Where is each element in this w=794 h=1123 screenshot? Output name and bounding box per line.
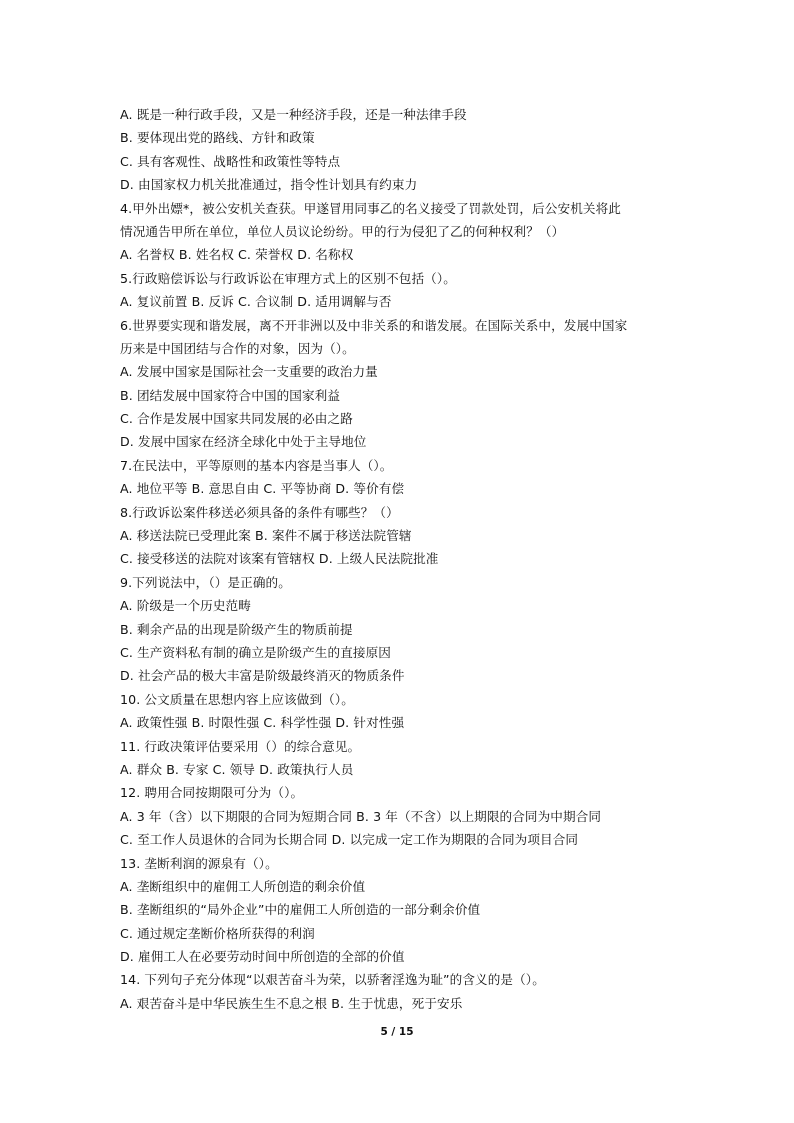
text-line: C. 具有客观性、战略性和政策性等特点 <box>120 153 341 169</box>
text-line: A. 地位平等 B. 意思自由 C. 平等协商 D. 等价有偿 <box>120 481 405 497</box>
question-5: 5.行政赔偿诉讼与行政诉讼在审理方式上的区别不包括（）。 <box>120 270 456 286</box>
text-line: C. 至工作人员退休的合同为长期合同 D. 以完成一定工作为期限的合同为项目合同 <box>120 832 579 848</box>
page-body <box>120 103 680 1015</box>
text-line: D. 由国家权力机关批准通过，指令性计划具有约束力 <box>120 177 418 193</box>
question-4: 4.甲外出嫖*，被公安机关查获。甲遂冒用同事乙的名义接受了罚款处罚，后公安机关将此 <box>120 200 621 216</box>
text-line: A. 3 年（含）以下期限的合同为短期合同 B. 3 年（不含）以上期限的合同为中期合同 <box>120 808 602 824</box>
text-line: B. 要体现出党的路线、方针和政策 <box>120 130 315 146</box>
text-line: 情况通告甲所在单位，单位人员议论纷纷。甲的行为侵犯了乙的何种权利？（） <box>120 223 565 239</box>
question-6: 6.世界要实现和谐发展，离不开非洲以及中非关系的和谐发展。在国际关系中，发展中国家 <box>120 317 628 333</box>
text-line: D. 发展中国家在经济全球化中处于主导地位 <box>120 434 367 450</box>
text-line: C. 生产资料私有制的确立是阶级产生的直接原因 <box>120 644 391 660</box>
text-line: A. 群众 B. 专家 C. 领导 D. 政策执行人员 <box>120 761 354 777</box>
text-line: B. 剩余产品的出现是阶级产生的物质前提 <box>120 621 353 637</box>
text-line: A. 复议前置 B. 反诉 C. 合议制 D. 适用调解与否 <box>120 294 392 310</box>
text-line: C. 通过规定垄断价格所获得的利润 <box>120 925 315 941</box>
text-line: C. 接受移送的法院对该案有管辖权 D. 上级人民法院批准 <box>120 551 439 567</box>
question-12: 12. 聘用合同按期限可分为（）。 <box>120 785 304 801</box>
text-line: D. 社会产品的极大丰富是阶级最终消灭的物质条件 <box>120 668 405 684</box>
question-9: 9.下列说法中，（）是正确的。 <box>120 574 291 590</box>
question-8: 8.行政诉讼案件移送必须具备的条件有哪些？（） <box>120 504 399 520</box>
question-13: 13. 垄断利润的源泉有（）。 <box>120 855 278 871</box>
text-line: C. 合作是发展中国家共同发展的必由之路 <box>120 411 353 427</box>
text-line: B. 垄断组织的“局外企业”中的雇佣工人所创造的一部分剩余价值 <box>120 902 481 918</box>
text-line: 历来是中国团结与合作的对象，因为（）。 <box>120 340 355 356</box>
question-14: 14. 下列句子充分体现“以艰苦奋斗为荣，以骄奢淫逸为耻”的含义的是（）。 <box>120 972 545 988</box>
question-10: 10. 公文质量在思想内容上应该做到（）。 <box>120 691 354 707</box>
text-line: A. 发展中国家是国际社会一支重要的政治力量 <box>120 364 378 380</box>
text-line: A. 名誉权 B. 姓名权 C. 荣誉权 D. 名称权 <box>120 247 354 263</box>
question-7: 7.在民法中，平等原则的基本内容是当事人（）。 <box>120 457 393 473</box>
page-number: 5 / 15 <box>380 1026 414 1038</box>
text-line: D. 雇佣工人在必要劳动时间中所创造的全部的价值 <box>120 949 405 965</box>
text-line: A. 艰苦奋斗是中华民族生生不息之根 B. 生于忧患，死于安乐 <box>120 995 463 1011</box>
text-line: A. 垄断组织中的雇佣工人所创造的剩余价值 <box>120 878 366 894</box>
text-line: A. 移送法院已受理此案 B. 案件不属于移送法院管辖 <box>120 528 412 544</box>
text-line: B. 团结发展中国家符合中国的国家利益 <box>120 387 341 403</box>
question-11: 11. 行政决策评估要采用（）的综合意见。 <box>120 738 361 754</box>
text-line: A. 阶级是一个历史范畴 <box>120 598 251 614</box>
text-line: A. 既是一种行政手段，又是一种经济手段，还是一种法律手段 <box>120 107 467 122</box>
text-line: A. 政策性强 B. 时限性强 C. 科学性强 D. 针对性强 <box>120 715 405 731</box>
